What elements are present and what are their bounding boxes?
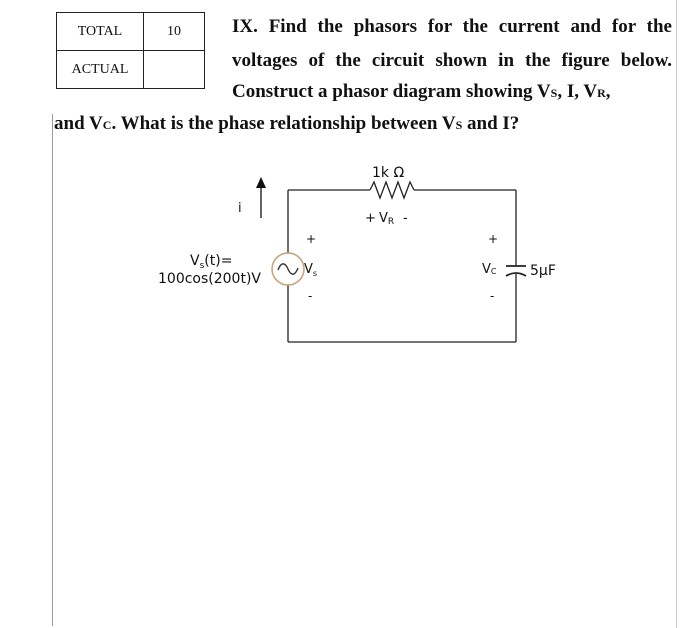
resistor-value-label: 1k Ω — [372, 165, 405, 181]
vc-label: VC — [482, 262, 497, 277]
vr-label: VR — [379, 211, 395, 227]
current-label: i — [238, 201, 242, 216]
current-arrow-icon — [256, 177, 266, 218]
vc-minus-sign: - — [490, 289, 495, 303]
actual-label: ACTUAL — [57, 51, 144, 89]
total-label: TOTAL — [57, 13, 144, 51]
vs-plus-sign: + — [306, 232, 317, 246]
question-line-1: IX. Find the phasors for the current and for the — [232, 16, 672, 37]
vr-minus-sign: - — [403, 211, 408, 226]
vs-minus-sign: - — [308, 289, 313, 303]
resistor — [370, 182, 414, 198]
question-line-4: and VC. What is the phase relationship between VS and I? — [54, 113, 520, 134]
capacitor-value-label: 5μF — [530, 263, 556, 279]
vs-label: $V_s$ — [304, 262, 318, 278]
question-line-2: voltages of the circuit shown in the figure below. — [232, 50, 672, 71]
ac-source-icon — [272, 253, 304, 285]
total-value: 10 — [144, 13, 205, 51]
vr-plus-sign: + — [365, 211, 376, 226]
source-equation-line-2: 100cos(200t)V — [158, 271, 261, 287]
question-line-3: Construct a phasor diagram showing VS, I, VR, — [232, 81, 611, 102]
source-equation-line-1: $V_s(t)=$ — [190, 253, 233, 271]
vc-plus-sign: + — [488, 232, 499, 246]
